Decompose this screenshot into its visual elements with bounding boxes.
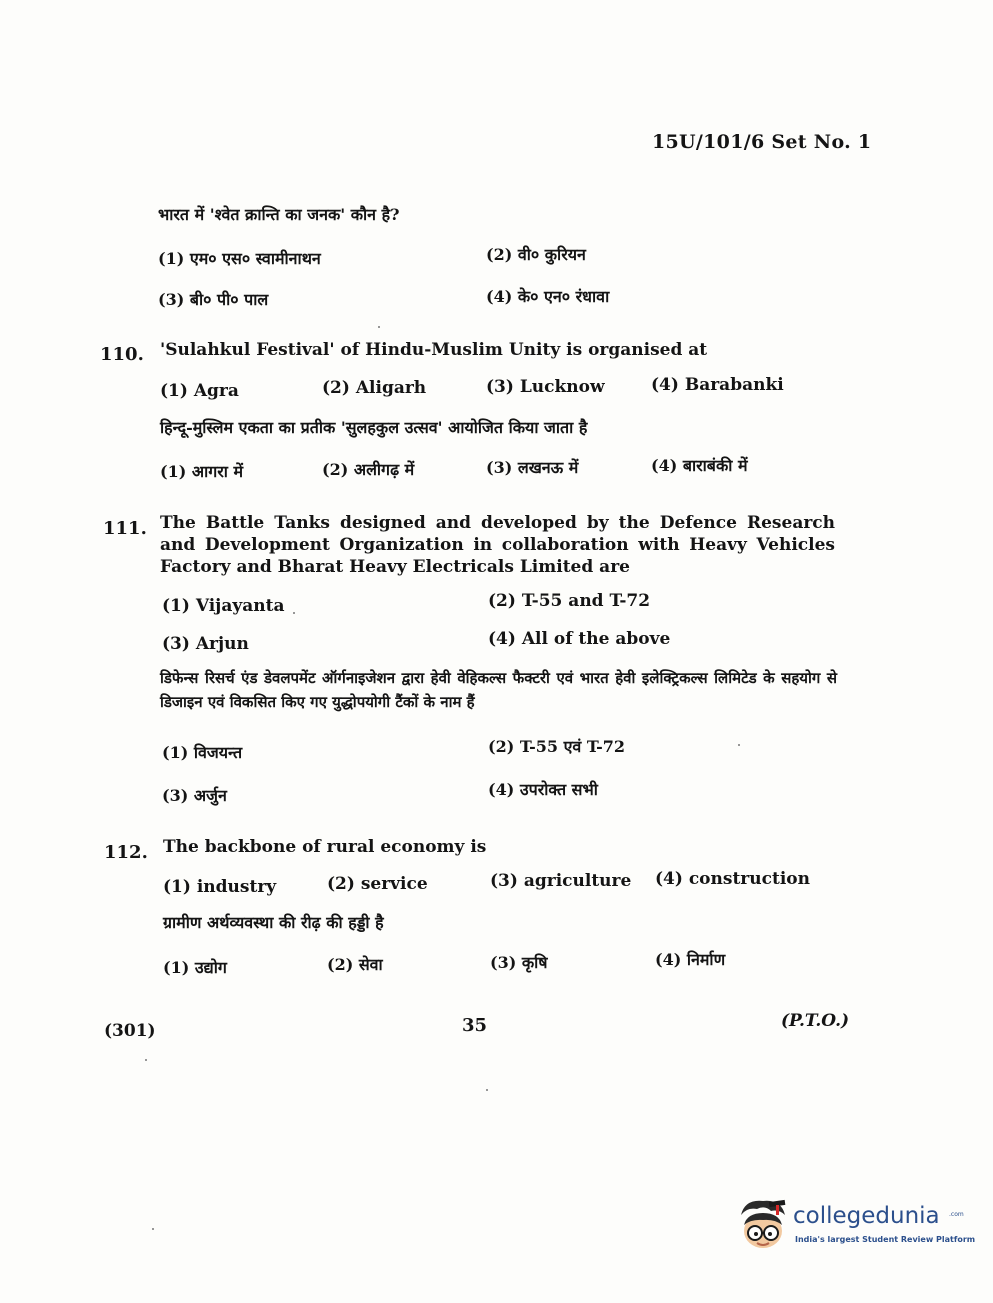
q111-option-3: (3) Arjun: [162, 634, 249, 654]
q111-option-1: (1) Vijayanta: [162, 596, 285, 616]
q109-option-2: (2) वी० कुरियन: [486, 245, 586, 264]
q112-hindi-option-2: (2) सेवा: [327, 955, 383, 974]
q111-hindi-option-1: (1) विजयन्त: [162, 743, 243, 762]
q111-question: The Battle Tanks designed and developed by the Defence Research and Development Organization in collaboration with Heavy Vehicles Factory and Bharat Heavy Electricals Limited are: [160, 513, 835, 577]
q110-hindi-option-2: (2) अलीगढ़ में: [322, 460, 415, 479]
collegedunia-logo: [735, 1195, 976, 1260]
set-code: 15U/101/6 Set No. 1: [652, 131, 872, 153]
q112-hindi-option-3: (3) कृषि: [490, 953, 548, 972]
scan-speck: [738, 744, 740, 746]
q112-option-4: (4) construction: [655, 869, 810, 889]
scan-speck: [145, 1059, 147, 1061]
q110-option-1: (1) Agra: [160, 381, 239, 401]
q109-option-3: (3) बी० पी० पाल: [158, 290, 269, 309]
q111-hindi-option-2: (2) T-55 एवं T-72: [488, 737, 626, 756]
page-number: 35: [462, 1015, 488, 1036]
q111-option-4: (4) All of the above: [488, 629, 671, 649]
q112-option-3: (3) agriculture: [490, 871, 632, 891]
q110-hindi-option-3: (3) लखनऊ में: [486, 458, 579, 477]
q112-hindi-option-4: (4) निर्माण: [655, 950, 726, 969]
q111-hindi-option-4: (4) उपरोक्त सभी: [488, 780, 598, 799]
logo-tagline: India's largest Student Review Platform: [795, 1235, 976, 1244]
q111-option-2: (2) T-55 and T-72: [488, 591, 651, 611]
q110-number: 110.: [100, 344, 144, 365]
q110-option-4: (4) Barabanki: [651, 375, 784, 395]
q110-hindi-option-4: (4) बाराबंकी में: [651, 456, 748, 475]
q112-question: The backbone of rural economy is: [163, 837, 487, 857]
pto-note: (P.T.O.): [781, 1011, 850, 1031]
scan-speck: [293, 612, 295, 614]
q110-hindi-text: हिन्दू-मुस्लिम एकता का प्रतीक 'सुलहकुल उत्सव' आयोजित किया जाता है: [160, 418, 588, 437]
q111-hindi-text: डिफेन्स रिसर्च एंड डेवलपमेंट ऑर्गनाइजेशन द्वारा हेवी वेहिकल्स फैक्टरी एवं भारत हेवी इलेक्ट्रिकल्स लिमिटेड के सहयोग से डिजाइन एवं विकसित किए गए युद्धोपयोगी टैंकों के नाम हैं: [160, 669, 837, 711]
paper-code: (301): [104, 1021, 156, 1041]
q112-hindi-option-1: (1) उद्योग: [163, 958, 227, 977]
mascot-icon: [735, 1195, 793, 1257]
q109-hindi-text: भारत में 'श्वेत क्रान्ति का जनक' कौन है?: [158, 205, 400, 224]
q111-number: 111.: [103, 518, 147, 539]
q110-option-3: (3) Lucknow: [486, 377, 605, 397]
q110-question: 'Sulahkul Festival' of Hindu-Muslim Unity is organised at: [160, 340, 708, 360]
scan-speck: [152, 1228, 154, 1230]
q109-option-1: (1) एम० एस० स्वामीनाथन: [158, 249, 321, 268]
q109-option-4: (4) के० एन० रंधावा: [486, 287, 610, 306]
q112-hindi-text: ग्रामीण अर्थव्यवस्था की रीढ़ की हड्डी है: [163, 913, 384, 932]
q112-number: 112.: [104, 842, 148, 863]
q110-option-2: (2) Aligarh: [322, 378, 427, 398]
scan-speck: [378, 326, 380, 328]
logo-tld: .com: [949, 1211, 964, 1218]
logo-wordmark: collegedunia: [793, 1203, 940, 1229]
q112-option-1: (1) industry: [163, 877, 277, 897]
q110-hindi-option-1: (1) आगरा में: [160, 462, 244, 481]
q111-hindi-option-3: (3) अर्जुन: [162, 786, 227, 805]
scan-speck: [486, 1089, 488, 1091]
q112-option-2: (2) service: [327, 874, 428, 894]
